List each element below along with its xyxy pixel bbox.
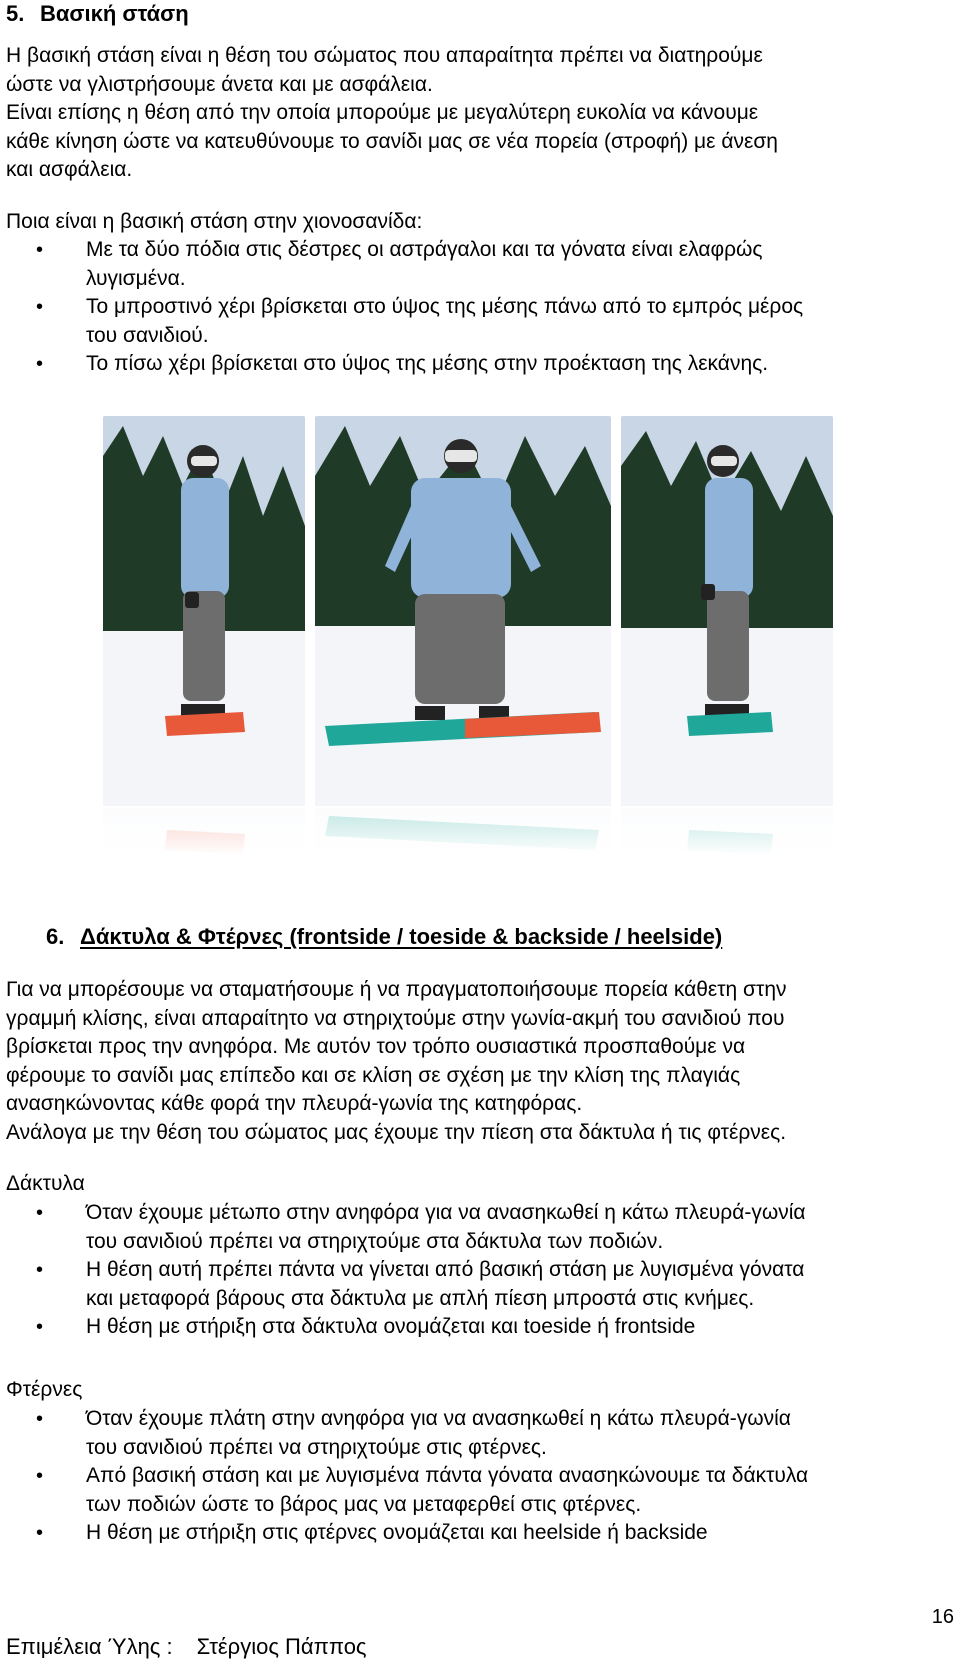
heels-list <box>6 1405 946 1548</box>
basic-stance-question: Ποια είναι η βασική στάση στην χιονοσανίδα: <box>6 210 423 233</box>
page-number: 16 <box>931 1606 954 1628</box>
section-6-heading <box>46 923 722 951</box>
section-6-number: 6. <box>46 924 65 949</box>
stance-photo-reflection <box>621 808 833 856</box>
list-item: • Όταν έχουμε πλάτη στην ανηφόρα για να ανασηκωθεί η κάτω πλευρά-γωνία του σανιδιού πρέπει να στηριχτούμε στις φτέρνες. <box>6 1405 946 1462</box>
stance-photo-reflection <box>315 808 611 856</box>
intro-line: Είναι επίσης η θέση από την οποία μπορούμε με μεγαλύτερη ευκολία να κάνουμε <box>6 101 759 124</box>
intro-line: και ασφάλεια. <box>6 158 133 181</box>
intro-line: ώστε να γλιστρήσουμε άνετα και με ασφάλεια. <box>6 72 433 96</box>
body-line: βρίσκεται προς την ανηφόρα. Με αυτόν τον τρόπο ουσιαστικά προσπαθούμε να <box>6 1035 746 1058</box>
list-item: • Με τα δύο πόδια στις δέστρες οι αστράγαλοι και τα γόνατα είναι ελαφρώς λυγισμένα. <box>6 236 946 293</box>
list-item: • Από βασική στάση και με λυγισμένα πάντα γόνατα ανασηκώνουμε τα δάκτυλα των ποδιών ώστε το βάρος μας να μεταφερθεί στις φτέρνες. <box>6 1462 946 1519</box>
body-line: φέρουμε το σανίδι μας επίπεδο και σε κλίση σε σχέση με την κλίση της πλαγιάς <box>6 1063 741 1087</box>
basic-stance-list <box>6 236 946 379</box>
toes-heading: Δάκτυλα <box>6 1172 85 1195</box>
list-item: • Η θέση με στήριξη στις φτέρνες ονομάζεται και heelside ή backside <box>6 1519 946 1548</box>
footer <box>6 1634 367 1660</box>
stance-photo-side-left <box>103 416 305 806</box>
body-line: Ανάλογα με την θέση του σώματος μας έχουμε την πίεση στα δάκτυλα ή τις φτέρνες. <box>6 1120 787 1144</box>
stance-photo-reflection <box>103 808 305 856</box>
stance-photo-front <box>315 416 611 806</box>
section-5-heading <box>6 0 189 28</box>
list-item: • Η θέση με στήριξη στα δάκτυλα ονομάζεται και toeside ή frontside <box>6 1313 946 1342</box>
footer-label: Επιμέλεια Ύλης : <box>6 1634 173 1659</box>
section-5-number: 5. <box>6 1 25 26</box>
list-item: • Η θέση αυτή πρέπει πάντα να γίνεται από βασική στάση με λυγισμένα γόνατα και μεταφορά βάρους στα δάκτυλα με απλή πίεση μπροστά στις κνήμες. <box>6 1256 946 1313</box>
snowboard-stance-photos <box>103 416 833 836</box>
list-item: • Το πίσω χέρι βρίσκεται στο ύψος της μέσης στην προέκταση της λεκάνης. <box>6 350 946 379</box>
section-6-title: Δάκτυλα & Φτέρνες (frontside / toeside & backside / heelside) <box>80 924 723 949</box>
body-line: Για να μπορέσουμε να σταματήσουμε ή να πραγματοποιήσουμε πορεία κάθετη στην <box>6 978 787 1001</box>
body-line: ανασηκώνοντας κάθε φορά την πλευρά-γωνία της κατηφόρας. <box>6 1092 583 1115</box>
stance-photo-side-right <box>621 416 833 806</box>
section-6-body <box>6 976 946 1147</box>
intro-line: κάθε κίνηση ώστε να κατευθύνουμε το σανίδι μας σε νέα πορεία (στροφή) με άνεση <box>6 129 778 153</box>
list-item: • Όταν έχουμε μέτωπο στην ανηφόρα για να ανασηκωθεί η κάτω πλευρά-γωνία του σανιδιού πρέπει να στηριχτούμε στα δάκτυλα των ποδιών. <box>6 1199 946 1256</box>
heels-heading: Φτέρνες <box>6 1378 83 1401</box>
body-line: γραμμή κλίσης, είναι απαραίτητο να στηριχτούμε στην γωνία-ακμή του σανιδιού που <box>6 1006 785 1030</box>
intro-line: Η βασική στάση είναι η θέση του σώματος που απαραίτητα πρέπει να διατηρούμε <box>6 44 763 67</box>
section-5-title: Βασική στάση <box>40 1 189 26</box>
toes-list <box>6 1199 946 1342</box>
section-5-intro <box>6 42 946 185</box>
footer-author: Στέργιος Πάππος <box>196 1634 367 1659</box>
list-item: • Το μπροστινό χέρι βρίσκεται στο ύψος της μέσης πάνω από το εμπρός μέρος του σανιδιού. <box>6 293 946 350</box>
